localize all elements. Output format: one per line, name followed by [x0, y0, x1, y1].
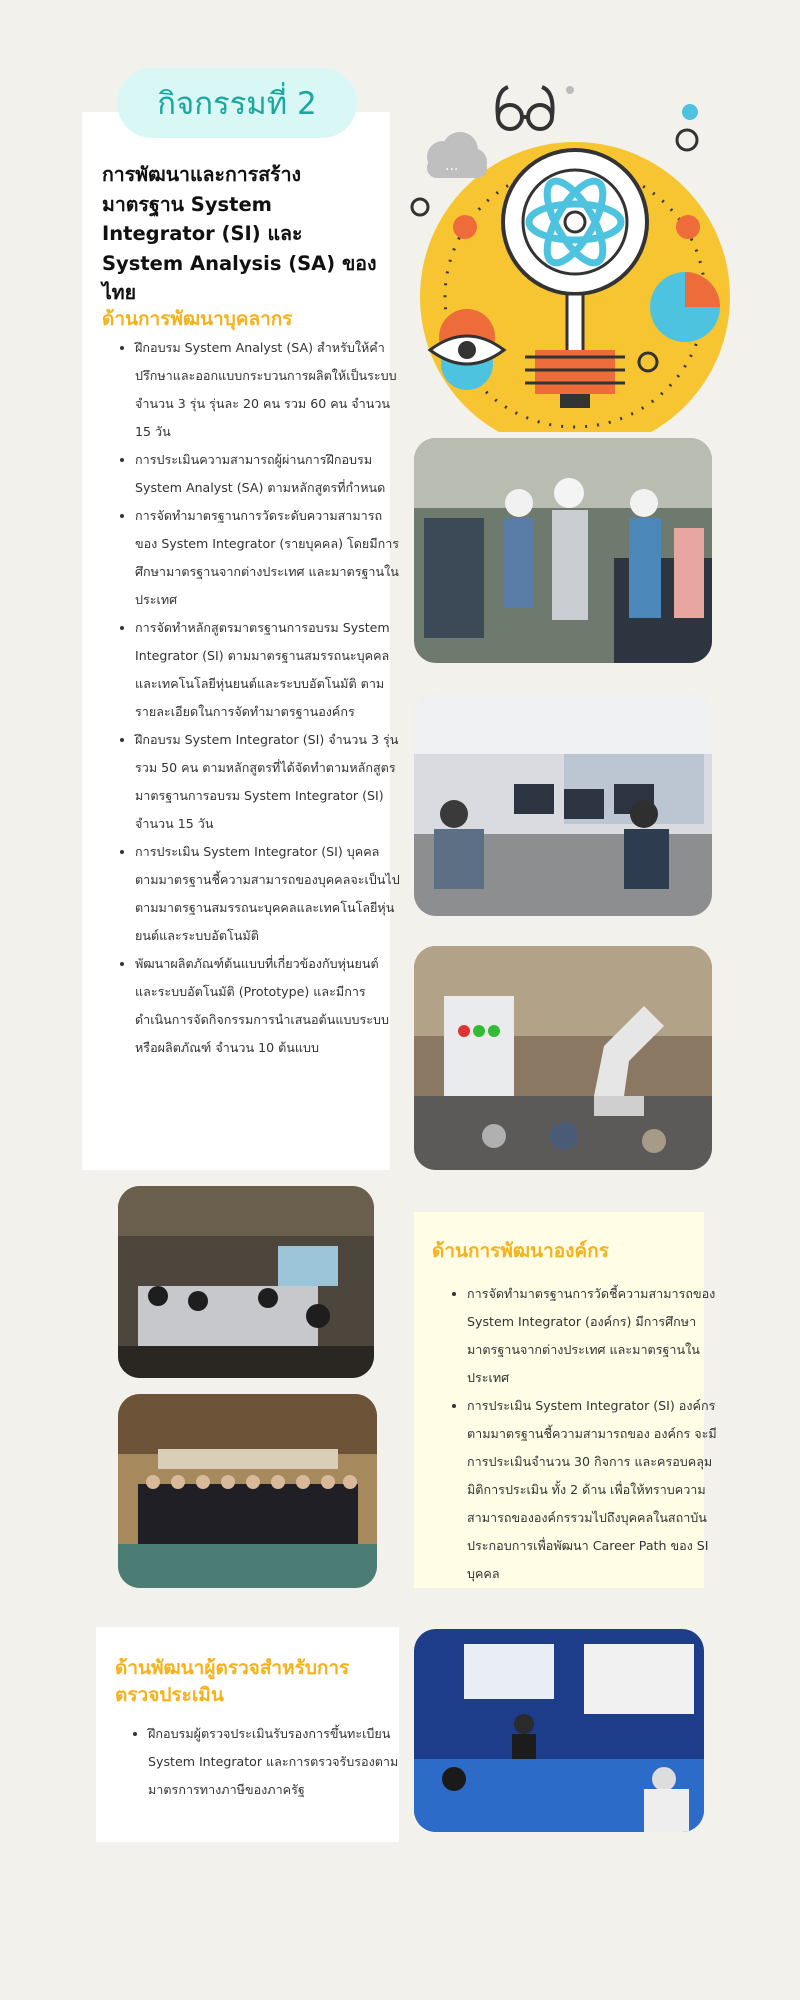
- seminar-photo: [414, 1629, 704, 1832]
- svg-text:...: ...: [445, 158, 459, 174]
- activity-label: กิจกรรมที่ 2: [117, 68, 357, 138]
- list-item: • การประเมิน System Integrator (SI) องค์กรตามมาตรฐานชี้ความสามารถของ องค์กร จะมีการประเมินจำนวน 30 กิจการ และครอบคลุมมิติการประเมิน ทั้ง 2 ด้าน เพื่อให้ทราบความสามารถขององค์กรรวมไปถึงบุคคลในสถาบันประกอบการเพื่อพัฒนา Career Path ของ SI บุคคล: [467, 1392, 722, 1588]
- inspector-heading: ด้านพัฒนาผู้ตรวจสำหรับการตรวจประเมิน: [115, 1657, 350, 1706]
- list-item: • การประเมิน System Integrator (SI) บุคคลตามมาตรฐานชี้ความสามารถของบุคคลจะเป็นไปตามมาตรฐานสมรรถนะบุคคลและเทคโนโลยีหุ่นยนต์และระบบอัตโนมัติ: [135, 838, 400, 950]
- list-item: • การประเมินความสามารถผู้ผ่านการฝึกอบรม System Analyst (SA) ตามหลักสูตรที่กำหนด: [135, 446, 400, 502]
- lightbulb-atom-icon: [405, 82, 735, 432]
- computer-lab-photo: [414, 694, 712, 916]
- personnel-list: [105, 334, 400, 1062]
- list-item: • ฝึกอบรม System Analyst (SA) สำหรับให้คำปรึกษาและออกแบบกระบวนการผลิตให้เป็นระบบ จำนวน 3 รุ่น รุ่นละ 20 คน รวม 60 คน จำนวน 15 วัน: [135, 334, 400, 446]
- inspector-list: [118, 1720, 413, 1804]
- page-title: การพัฒนาและการสร้างมาตรฐาน System Integrator (SI) และ System Analysis (SA) ของไทย: [102, 163, 377, 304]
- list-item: • ฝึกอบรม System Integrator (SI) จำนวน 3 รุ่น รวม 50 คน ตามหลักสูตรที่ได้จัดทำตามหลักสูตรมาตรฐานการอบรม System Integrator (SI) จำนวน 15 วัน: [135, 726, 400, 838]
- personnel-heading: ด้านการพัฒนาบุคลากร: [102, 308, 293, 330]
- organization-list: [437, 1280, 722, 1588]
- list-item: • พัฒนาผลิตภัณฑ์ต้นแบบที่เกี่ยวข้องกับหุ่นยนต์และระบบอัตโนมัติ (Prototype) และมีการดำเนินการจัดกิจกรรมการนำเสนอต้นแบบระบบหรือผลิตภัณฑ์ จำนวน 10 ต้นแบบ: [135, 950, 400, 1062]
- robot-arm-photo: [414, 946, 712, 1170]
- list-item: • การจัดทำมาตรฐานการวัดชี้ความสามารถของ System Integrator (องค์กร) มีการศึกษามาตรฐานจากต่างประเทศ และมาตรฐานในประเทศ: [467, 1280, 722, 1392]
- meeting-photo: [118, 1186, 374, 1378]
- list-item: • การจัดทำหลักสูตรมาตรฐานการอบรม System Integrator (SI) ตามมาตรฐานสมรรถนะบุคคลและเทคโนโลยีหุ่นยนต์และระบบอัตโนมัติ ตามรายละเอียดในการจัดทำมาตรฐานองค์กร: [135, 614, 400, 726]
- workshop-photo: [414, 438, 712, 663]
- lightbulb-illustration: [405, 82, 735, 432]
- group-photo: [118, 1394, 377, 1588]
- organization-heading: ด้านการพัฒนาองค์กร: [432, 1240, 609, 1262]
- list-item: • การจัดทำมาตรฐานการวัดระดับความสามารถของ System Integrator (รายบุคคล) โดยมีการศึกษามาตรฐานจากต่างประเทศ และมาตรฐานในประเทศ: [135, 502, 400, 614]
- list-item: • ฝึกอบรมผู้ตรวจประเมินรับรองการขึ้นทะเบียน System Integrator และการตรวจรับรองตามมาตรการทางภาษีของภาครัฐ: [148, 1720, 413, 1804]
